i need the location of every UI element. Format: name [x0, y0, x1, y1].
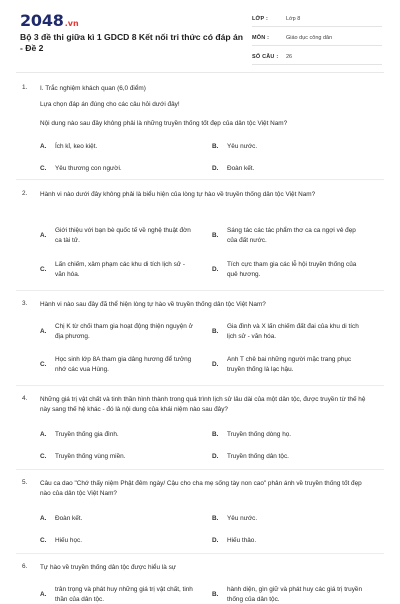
option-label: A. — [40, 591, 47, 598]
option-label: C. — [40, 165, 47, 172]
question-text: Hành vi nào dưới đây không phải là biểu hiện của lòng tự hào về truyền thống dân tộc Việt Nam? — [40, 191, 316, 198]
meta-row-count — [252, 50, 382, 65]
option-label: A. — [40, 143, 47, 150]
question-number: 6. — [22, 563, 28, 570]
logo-suffix: .vn — [64, 19, 79, 28]
question-divider — [16, 290, 384, 291]
option-label: C. — [40, 537, 47, 544]
option-text: hành diện, gìn giữ và phát huy các giá trị truyền thống của dân tộc. — [227, 586, 363, 603]
question-number: 1. — [22, 84, 28, 91]
option-text: Ích kỉ, keo kiệt. — [55, 143, 98, 150]
question-text: I. Trắc nghiệm khách quan (6,0 điểm) — [40, 85, 146, 92]
option-label: B. — [212, 232, 219, 239]
option-label: D. — [212, 453, 219, 460]
question-text: Những giá trị vật chất và tinh thần hình thành trong quá trình lịch sử lâu dài của một dân tộc, được truyền từ thế hệ này sang thế hệ khác - đó là nội dung của khái niệm nào sau đây? — [40, 396, 366, 413]
question-divider — [16, 469, 384, 470]
option-text: Yêu thương con người. — [55, 165, 122, 172]
option-label: A. — [40, 431, 47, 438]
site-logo[interactable] — [20, 11, 79, 30]
meta-value: Giáo dục công dân — [286, 35, 333, 41]
option-label: D. — [212, 537, 219, 544]
option-label: D. — [212, 266, 219, 273]
option-label: D. — [212, 361, 219, 368]
option-text: Hiếu thảo. — [227, 537, 257, 544]
option-text: Yêu nước. — [227, 515, 258, 522]
option-text: Đoàn kết. — [227, 165, 255, 172]
option-label: B. — [212, 515, 219, 522]
question-number: 4. — [22, 395, 28, 402]
option-text: Học sinh lớp 8A tham gia dâng hương để tưởng nhớ các vua Hùng. — [55, 356, 192, 373]
document-header — [0, 0, 400, 78]
option-text: Truyền thống dòng họ. — [227, 431, 292, 438]
option-label: C. — [40, 361, 47, 368]
header-divider — [16, 72, 384, 73]
option-text: Đoàn kết. — [55, 515, 83, 522]
meta-row-class — [252, 12, 382, 27]
meta-value: 26 — [286, 54, 293, 60]
document-title: Bộ 3 đề thi giữa kì 1 GDCD 8 Kết nối tri thức có đáp án - Đề 2 — [20, 32, 244, 53]
meta-panel — [252, 12, 382, 69]
question-number: 5. — [22, 479, 28, 486]
option-text: Anh T chê bai những người mặc trang phục truyền thống là lạc hậu. — [227, 356, 352, 373]
option-label: A. — [40, 515, 47, 522]
logo-main: 2048 — [20, 11, 64, 30]
option-label: A. — [40, 232, 47, 239]
option-text: Hiếu học. — [55, 537, 82, 544]
meta-key: LỚP : — [252, 16, 268, 22]
option-text: Sáng tác các tác phẩm thơ ca ca ngợi vẻ đẹp của đất nước. — [227, 227, 356, 244]
meta-key: MÔN : — [252, 35, 270, 41]
question-instruction: Lựa chọn đáp án đúng cho các câu hỏi dưới đây! — [40, 101, 180, 108]
question-text: Câu ca dao "Chớ thấy niệm Phật đêm ngày/ Cậu cho cha mẹ sống tày non cao" phản ánh về truyền thống tốt đẹp nào của dân tộc Việt Nam? — [40, 480, 362, 497]
question-number: 3. — [22, 300, 28, 307]
option-text: Tích cực tham gia các lễ hội truyền thống của quê hương. — [227, 261, 357, 278]
meta-key: SỐ CÂU : — [252, 54, 279, 60]
option-text: Lấn chiếm, xâm phạm các khu di tích lịch sử - văn hóa. — [55, 261, 186, 278]
option-text: trân trọng và phát huy những giá trị vật chất, tinh thần của dân tộc. — [55, 586, 193, 603]
option-text: Gia đình và X lấn chiếm đất đai của khu di tích lịch sử - văn hóa. — [227, 323, 359, 340]
option-label: B. — [212, 591, 219, 598]
question-prompt: Nội dung nào sau đây không phải là những truyền thống tốt đẹp của dân tộc Việt Nam? — [40, 120, 288, 127]
question-number: 2. — [22, 190, 28, 197]
option-text: Truyền thống gia đình. — [55, 431, 119, 438]
question-divider — [16, 553, 384, 554]
meta-row-subject — [252, 31, 382, 46]
option-label: B. — [212, 143, 219, 150]
option-label: A. — [40, 328, 47, 335]
question-divider — [16, 385, 384, 386]
option-text: Giới thiệu với bạn bè quốc tế về nghệ thuật đờn ca tài tử. — [55, 227, 191, 244]
option-label: C. — [40, 266, 47, 273]
question-text: Tự hào về truyền thống dân tộc được hiểu là sự — [40, 564, 177, 571]
option-text: Truyền thống dân tộc. — [227, 453, 289, 460]
question-text: Hành vi nào sau đây đã thể hiện lòng tự hào về truyền thống dân tộc Việt Nam? — [40, 301, 266, 308]
option-text: Chị K từ chối tham gia hoạt động thiện nguyện ở địa phương. — [55, 323, 193, 340]
question-divider — [16, 179, 384, 180]
option-label: D. — [212, 165, 219, 172]
option-label: B. — [212, 328, 219, 335]
option-text: Truyền thống vùng miền. — [55, 453, 126, 460]
meta-value: Lớp 8 — [286, 16, 301, 22]
option-label: C. — [40, 453, 47, 460]
option-text: Yêu nước. — [227, 143, 258, 150]
option-label: B. — [212, 431, 219, 438]
